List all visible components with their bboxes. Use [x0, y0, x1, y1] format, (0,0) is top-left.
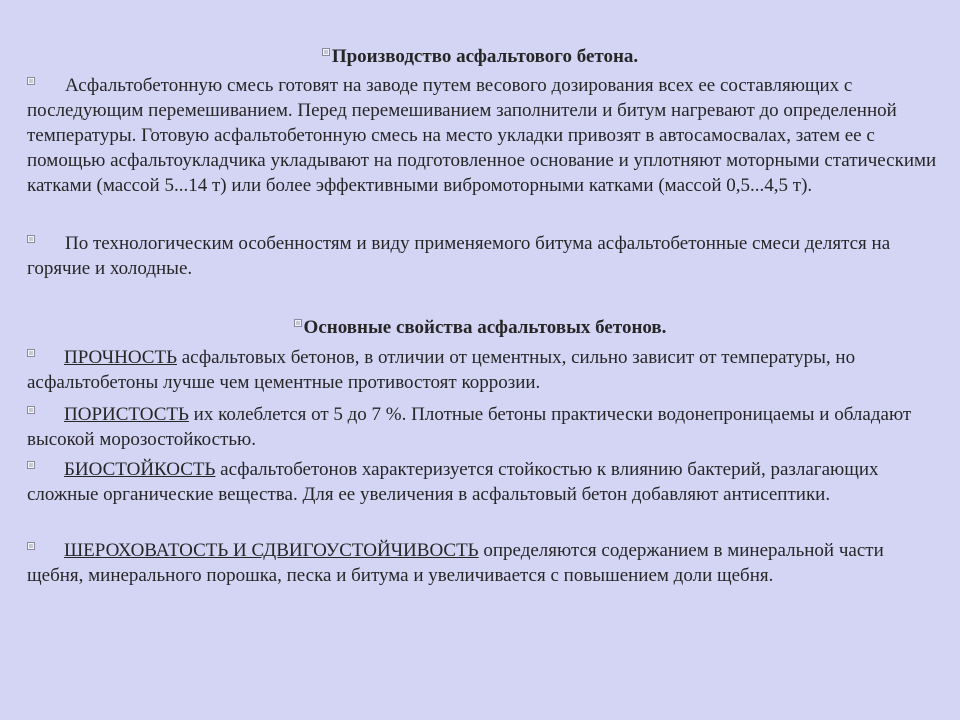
production-paragraph-1: [27, 73, 942, 198]
bullet-slot: [27, 345, 64, 370]
production-paragraph-2: [27, 231, 942, 281]
bullet-slot: [27, 402, 64, 427]
property-item-roughness: [27, 538, 942, 588]
property-text-biostability: асфальтобетонов характеризуется стойкостью к влиянию бактерий, разлагающих сложные органические вещества. Для ее увеличения в асфальтовый бетон добавляют антисептики.: [27, 459, 879, 505]
bullet-icon: [27, 406, 35, 414]
property-text-roughness: определяются содержанием в минеральной части щебня, минерального порошка, песка и битума и увеличивается с повышением доли щебня.: [27, 540, 884, 586]
bullet-icon: [27, 461, 35, 469]
property-text-strength: асфальтовых бетонов, в отличии от цементных, сильно зависит от температуры, но асфальтобетоны лучше чем цементные противостоят коррозии.: [27, 347, 856, 393]
property-item-porosity: [27, 402, 942, 452]
property-term-porosity: ПОРИСТОСТЬ: [64, 404, 189, 425]
production-paragraph-1-text: Асфальтобетонную смесь готовят на заводе путем весового дозирования всех ее составляющих с последующим перемешиванием. Перед перемешиванием заполнители и битум нагревают до определенной температуры. Готовую асфальтобетонную смесь на место укладки привозят в автосамосвалах, затем ее с помощью асфальтоукладчика укладывают на подготовленное основание и уплотняют моторными статическими катками (массой 5...14 т) или более эффективными вибромоторными катками (массой 0,5...4,5 т).: [27, 75, 937, 196]
bullet-icon: [322, 48, 330, 56]
bullet-icon: [294, 319, 302, 327]
section-production-title: Производство асфальтового бетона.: [331, 46, 639, 67]
property-item-strength: [27, 345, 942, 395]
section-properties-title: Основные свойства асфальтовых бетонов.: [303, 317, 667, 338]
section-properties-heading: [0, 316, 960, 340]
property-item-biostability: [27, 457, 942, 507]
property-term-strength: ПРОЧНОСТЬ: [64, 347, 177, 368]
bullet-icon: [27, 77, 35, 85]
bullet-icon: [27, 542, 35, 550]
bullet-slot: [27, 231, 65, 256]
bullet-slot: [27, 538, 64, 563]
production-paragraph-2-text: По технологическим особенностям и виду применяемого битума асфальтобетонные смеси делятся на горячие и холодные.: [27, 233, 891, 279]
property-term-biostability: БИОСТОЙКОСТЬ: [64, 459, 216, 480]
bullet-slot: [27, 73, 65, 98]
bullet-icon: [27, 349, 35, 357]
property-text-porosity: их колеблется от 5 до 7 %. Плотные бетоны практически водонепроницаемы и обладают высокой морозостойкостью.: [27, 404, 912, 450]
section-production-heading: [0, 45, 960, 69]
bullet-icon: [27, 235, 35, 243]
property-term-roughness: ШЕРОХОВАТОСТЬ И СДВИГОУСТОЙЧИВОСТЬ: [64, 540, 479, 561]
bullet-slot: [27, 457, 64, 482]
